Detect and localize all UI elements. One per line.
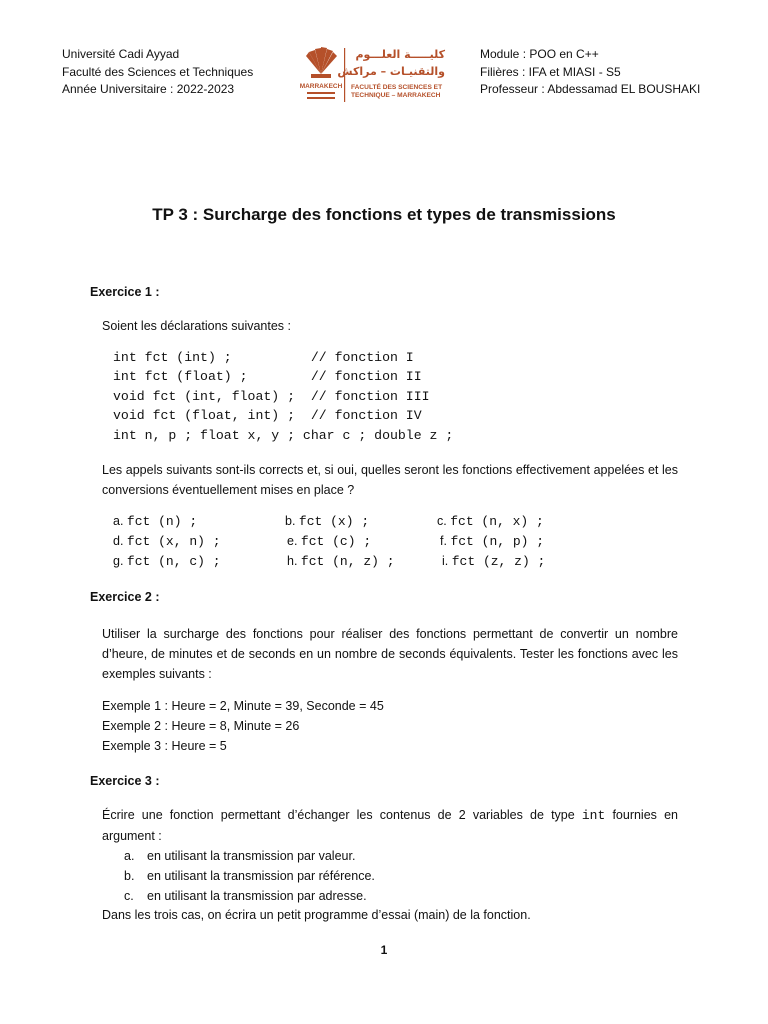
call-item: h. fct (n, z) ; bbox=[287, 554, 395, 569]
professor-name: Professeur : Abdessamad EL BOUSHAKI bbox=[480, 82, 701, 96]
exercise-2-text: Utiliser la surcharge des fonctions pour réaliser des fonctions permettant de convertir un nombre d’heure, de minutes et de seconds en un nombre de seconds équivalents. Tester les fonctions avec les exemples suivants : bbox=[102, 627, 678, 681]
module-name: Module : POO en C++ bbox=[480, 47, 599, 61]
exercise-3-closing: Dans les trois cas, on écrira un petit programme d’essai (main) de la fonction. bbox=[102, 908, 531, 922]
code-line: int fct (int) ; // fonction I bbox=[113, 350, 414, 365]
list-item: a. en utilisant la transmission par valeur. bbox=[124, 849, 356, 863]
call-item: i. fct (z, z) ; bbox=[442, 554, 546, 569]
call-item: a. fct (n) ; bbox=[113, 514, 198, 529]
exercise-1-title: Exercice 1 : bbox=[90, 285, 160, 299]
call-item: d. fct (x, n) ; bbox=[113, 534, 221, 549]
examples-list bbox=[102, 696, 384, 756]
header-course-info bbox=[480, 46, 700, 99]
page-number: 1 bbox=[380, 943, 388, 957]
faculty-logo bbox=[299, 44, 449, 106]
document-title: TP 3 : Surcharge des fonctions et types de transmissions bbox=[152, 205, 616, 224]
example-item: Exemple 1 : Heure = 2, Minute = 39, Seconde = 45 bbox=[102, 699, 384, 713]
code-line: int fct (float) ; // fonction II bbox=[113, 369, 422, 385]
university-name: Université Cadi Ayyad bbox=[62, 47, 180, 61]
code-line: int n, p ; float x, y ; char c ; double z ; bbox=[113, 427, 454, 443]
faculty-logo-graphic bbox=[299, 44, 449, 106]
exercise-3-text: Écrire une fonction permettant d’échanger les contenus de 2 variables de type int fournies en argument : bbox=[102, 808, 678, 843]
exercise-3-title: Exercice 3 : bbox=[90, 774, 160, 788]
exercise-1-intro: Soient les déclarations suivantes : bbox=[102, 319, 291, 333]
academic-year: Année Universitaire : 2022-2023 bbox=[62, 82, 235, 96]
svg-text:TECHNIQUE – MARRAKECH: TECHNIQUE – MARRAKECH bbox=[351, 92, 441, 99]
example-item: Exemple 3 : Heure = 5 bbox=[102, 739, 227, 753]
code-line: void fct (float, int) ; // fonction IV bbox=[113, 408, 422, 424]
call-item: c. fct (n, x) ; bbox=[437, 514, 544, 529]
code-int: int bbox=[581, 808, 606, 823]
header-institution bbox=[62, 46, 253, 99]
faculty-name: Faculté des Sciences et Techniques bbox=[62, 64, 254, 79]
exercise-1-question: Les appels suivants sont-ils corrects et, si oui, quelles seront les fonctions effectivement appelées et les conversions éventuellement mises en place ? bbox=[102, 463, 678, 497]
list-item: b. en utilisant la transmission par référence. bbox=[124, 869, 375, 883]
exercise-2-title: Exercice 2 : bbox=[90, 590, 160, 604]
list-item: c. en utilisant la transmission par adresse. bbox=[124, 889, 367, 903]
svg-text:MARRAKECH: MARRAKECH bbox=[299, 83, 343, 90]
exercise-3-list bbox=[124, 846, 375, 906]
call-item: b. fct (x) ; bbox=[285, 514, 370, 529]
svg-text:كليـــــة العلـــوم: كليـــــة العلـــوم bbox=[355, 48, 445, 61]
example-item: Exemple 2 : Heure = 8, Minute = 26 bbox=[102, 719, 300, 733]
svg-text:والتقنيـات – مراكش: والتقنيـات – مراكش bbox=[337, 65, 445, 78]
declarations-code-block bbox=[113, 348, 453, 445]
call-item: g. fct (n, c) ; bbox=[113, 554, 221, 569]
code-line: void fct (int, float) ; // fonction III bbox=[113, 388, 430, 404]
call-item: e. fct (c) ; bbox=[287, 534, 372, 549]
svg-text:FACULTÉ DES SCIENCES ET: FACULTÉ DES SCIENCES ET bbox=[351, 84, 443, 91]
programs: Filières : IFA et MIASI - S5 bbox=[480, 64, 621, 79]
call-item: f. fct (n, p) ; bbox=[440, 534, 545, 549]
